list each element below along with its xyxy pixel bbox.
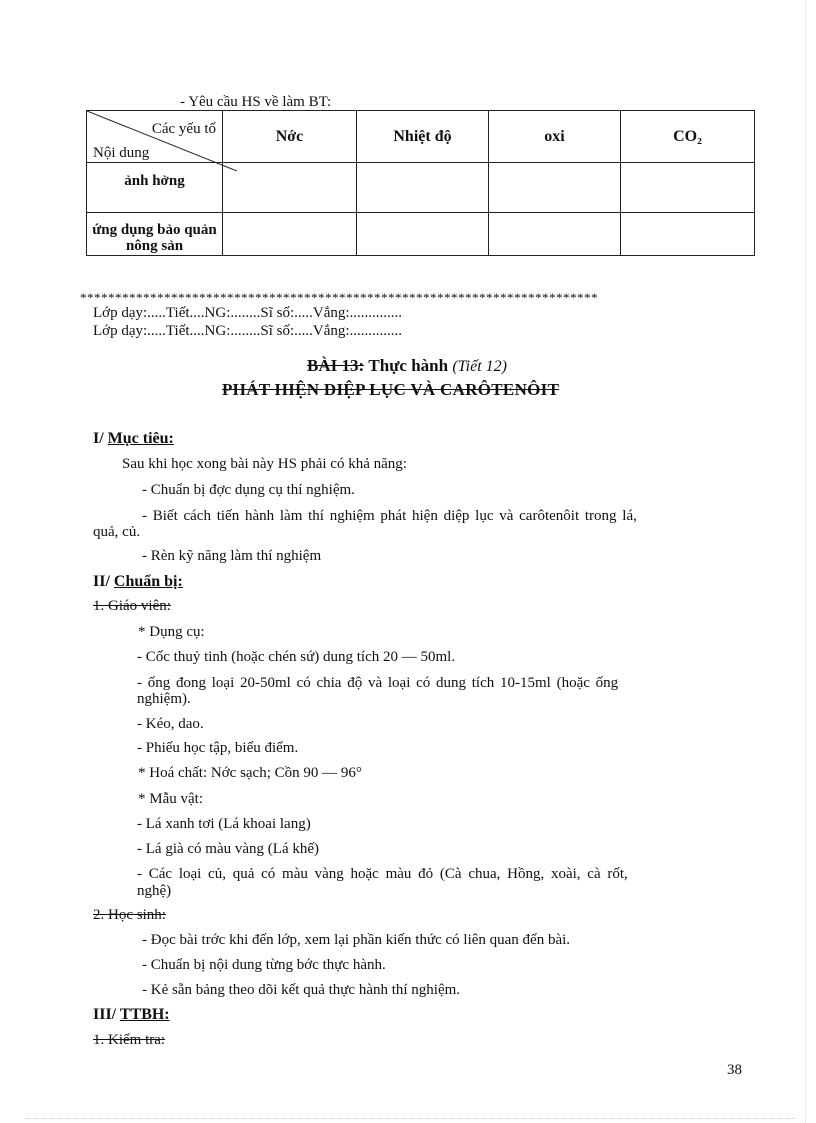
section-heading xyxy=(93,1006,170,1024)
section-title: Mục tiêu: xyxy=(107,430,174,447)
class-line: Lớp dạy:.....Tiết....NG:........Sĩ số:.....Vắng:.............. xyxy=(93,305,403,321)
page-border xyxy=(25,1118,795,1119)
tool-item: - Cốc thuỷ tinh (hoặc chén sứ) dung tích 20 — 50ml. xyxy=(137,649,456,665)
section-number: III/ xyxy=(93,1006,120,1023)
row-label: ứng dụng bảo quản nông sản xyxy=(87,213,223,256)
table-corner-cell xyxy=(87,111,223,163)
tool-item-cont: nghiệm). xyxy=(137,691,191,707)
page-border xyxy=(805,0,806,1123)
table-cell xyxy=(357,163,489,213)
table-cell xyxy=(621,213,755,256)
section-number: II/ xyxy=(93,573,114,590)
factor-table xyxy=(86,110,755,256)
lesson-heading xyxy=(307,356,507,376)
sample-item-cont: nghệ) xyxy=(137,883,172,899)
lesson-number: BÀI 13: xyxy=(307,356,365,375)
table-cell xyxy=(489,213,621,256)
lesson-kind: Thực hành xyxy=(368,356,453,375)
col-header: oxi xyxy=(489,111,621,163)
col-header: CO₂ xyxy=(621,111,755,163)
objective-item: - Chuẩn bị đợc dụng cụ thí nghiệm. xyxy=(142,482,355,498)
corner-top-label: Các yếu tố xyxy=(151,121,216,137)
page-number: 38 xyxy=(727,1062,742,1078)
section-number: I/ xyxy=(93,430,108,447)
table-cell xyxy=(621,163,755,213)
section-title: Chuẩn bị: xyxy=(113,573,183,590)
table-cell xyxy=(223,213,357,256)
objective-item-cont: quả, củ. xyxy=(93,524,141,540)
section-title: TTBH: xyxy=(119,1006,170,1023)
section-heading xyxy=(93,430,174,448)
col-header: Nớc xyxy=(223,111,357,163)
lesson-period: (Tiết 12) xyxy=(452,358,507,375)
subsection-heading: 1. Kiểm tra: xyxy=(93,1032,166,1048)
col-header: Nhiệt độ xyxy=(357,111,489,163)
subsection-heading: 1. Giáo viên: xyxy=(93,598,171,614)
separator: ************************************************************************** xyxy=(80,290,598,305)
intro-text: Sau khi học xong bài này HS phải có khả năng: xyxy=(122,456,407,472)
table-cell xyxy=(223,163,357,213)
sample-item: - Lá xanh tơi (Lá khoai lang) xyxy=(137,816,311,832)
objective-item: - Biết cách tiến hành làm thí nghiệm phát hiện diệp lục và carôtenôit trong lá, xyxy=(142,508,637,524)
samples-label: * Mẫu vật: xyxy=(138,791,203,807)
tool-item: - ống đong loại 20-50ml có chia độ và loại có dung tích 10-15ml (hoặc ống xyxy=(137,675,619,691)
table-cell xyxy=(357,213,489,256)
lesson-title: PHÁT HIỆN DIỆP LỤC VÀ CARÔTENÔIT xyxy=(222,380,560,399)
tool-item: - Kéo, dao. xyxy=(137,716,204,732)
chemicals-line: * Hoá chất: Nớc sạch; Cồn 90 — 96° xyxy=(138,765,362,781)
objective-item: - Rèn kỹ năng làm thí nghiệm xyxy=(142,548,322,564)
sample-item: - Lá già có màu vàng (Lá khế) xyxy=(137,841,319,857)
tools-label: * Dụng cụ: xyxy=(138,624,205,640)
tool-item: - Phiếu học tập, biểu điểm. xyxy=(137,740,299,756)
sample-item: - Các loại củ, quả có màu vàng hoặc màu đỏ (Cà chua, Hồng, xoài, cà rốt, xyxy=(137,866,628,882)
student-item: - Đọc bài trớc khi đến lớp, xem lại phần kiến thức có liên quan đến bài. xyxy=(142,932,571,948)
section-heading xyxy=(93,573,183,591)
class-line: Lớp dạy:.....Tiết....NG:........Sĩ số:.....Vắng:.............. xyxy=(93,323,403,339)
subsection-heading: 2. Học sinh: xyxy=(93,907,166,923)
table-cell xyxy=(489,163,621,213)
student-item: - Kẻ sẵn bảng theo dõi kết quả thực hành thí nghiệm. xyxy=(142,982,461,998)
homework-line: - Yêu cầu HS về làm BT: xyxy=(180,94,332,110)
row-label: ảnh hởng xyxy=(87,163,223,213)
corner-bottom-label: Nội dung xyxy=(93,145,150,161)
student-item: - Chuẩn bị nội dung từng bớc thực hành. xyxy=(142,957,386,973)
